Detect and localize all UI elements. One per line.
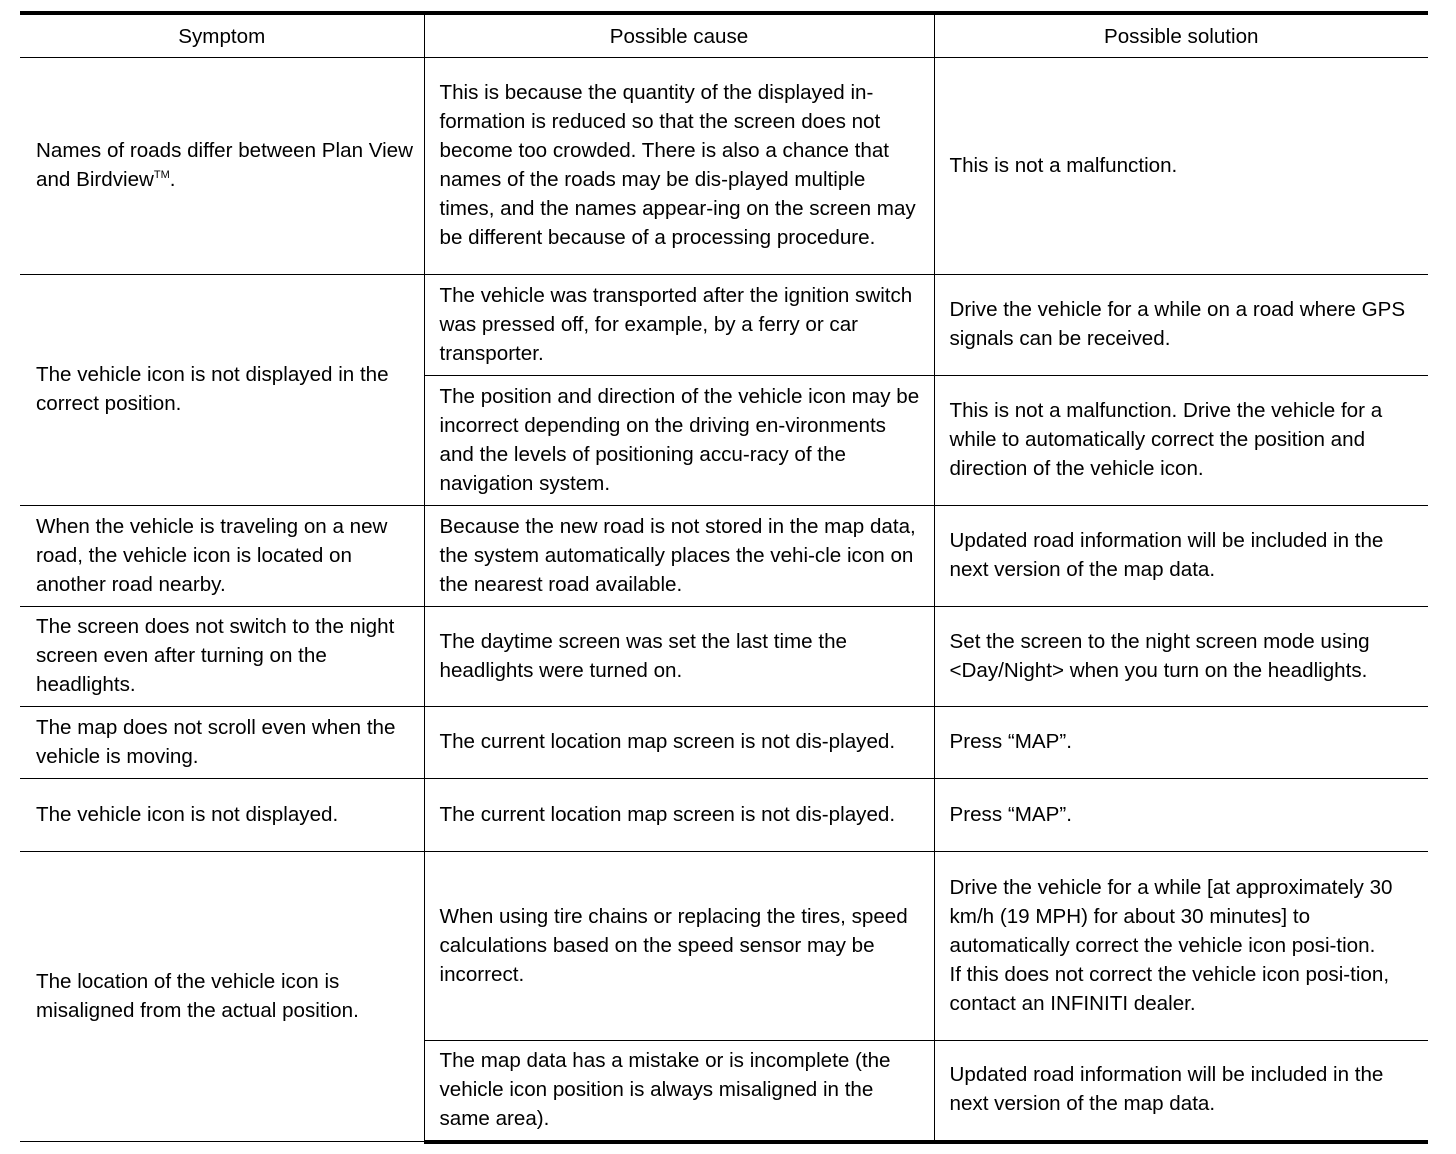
solution-cell: Drive the vehicle for a while on a road where GPS signals can be received.	[934, 275, 1428, 376]
solution-cell: Press “MAP”.	[934, 707, 1428, 779]
solution-cell: Set the screen to the night screen mode using <Day/Night> when you turn on the headlights.	[934, 607, 1428, 707]
cause-cell: The daytime screen was set the last time the headlights were turned on.	[424, 607, 934, 707]
table-row	[20, 58, 1428, 275]
solution-cell: Updated road information will be included in the next version of the map data.	[934, 506, 1428, 607]
cause-cell: When using tire chains or replacing the tires, speed calculations based on the speed sensor may be incorrect.	[424, 852, 934, 1041]
symptom-cell	[20, 58, 424, 275]
solution-cell	[934, 852, 1428, 1041]
cause-cell: Because the new road is not stored in the map data, the system automatically places the vehi-cle icon on the nearest road available.	[424, 506, 934, 607]
solution-cell: Updated road information will be included in the next version of the map data.	[934, 1041, 1428, 1142]
header-row	[20, 13, 1428, 58]
solution-cell: This is not a malfunction.	[934, 58, 1428, 275]
symptom-cell: The location of the vehicle icon is misaligned from the actual position.	[20, 852, 424, 1142]
troubleshooting-table	[20, 11, 1428, 1144]
header-possible-cause: Possible cause	[424, 13, 934, 58]
solution-text: Drive the vehicle for a while [at approximately 30 km/h (19 MPH) for about 30 minutes] to automatically correct the vehicle icon posi-tion.	[949, 875, 1393, 957]
cause-cell: The map data has a mistake or is incomplete (the vehicle icon position is always misaligned in the same area).	[424, 1041, 934, 1142]
symptom-cell: The screen does not switch to the night screen even after turning on the headlights.	[20, 607, 424, 707]
symptom-text: Names of roads differ between Plan View and Birdview	[36, 139, 414, 191]
cause-cell: The position and direction of the vehicle icon may be incorrect depending on the driving en-vironments and the levels of positioning accu-racy of the navigation system.	[424, 376, 934, 506]
table-row	[20, 852, 1428, 1041]
solution-cell: Press “MAP”.	[934, 779, 1428, 852]
table-row	[20, 506, 1428, 607]
cause-cell: This is because the quantity of the displayed in-formation is reduced so that the screen does not become too crowded. There is also a chance that names of the roads may be dis-played multiple times, and the names appear-ing on the screen may be different because of a processing procedure.	[424, 58, 934, 275]
symptom-cell: The vehicle icon is not displayed in the correct position.	[20, 275, 424, 506]
table-row	[20, 707, 1428, 779]
troubleshooting-document	[20, 11, 1428, 1144]
symptom-cell: The vehicle icon is not displayed.	[20, 779, 424, 852]
symptom-cell: When the vehicle is traveling on a new road, the vehicle icon is located on another road nearby.	[20, 506, 424, 607]
table-header	[20, 13, 1428, 58]
header-possible-solution: Possible solution	[934, 13, 1428, 58]
cause-cell: The current location map screen is not dis-played.	[424, 707, 934, 779]
header-symptom: Symptom	[20, 13, 424, 58]
trademark-mark: TM	[153, 169, 170, 182]
solution-cell: This is not a malfunction. Drive the vehicle for a while to automatically correct the position and direction of the vehicle icon.	[934, 376, 1428, 506]
solution-text-extra: If this does not correct the vehicle icon posi-tion, contact an INFINITI dealer.	[949, 962, 1390, 1015]
cause-cell: The current location map screen is not dis-played.	[424, 779, 934, 852]
symptom-text-end: .	[169, 168, 176, 191]
cause-cell: The vehicle was transported after the ignition switch was pressed off, for example, by a ferry or car transporter.	[424, 275, 934, 376]
symptom-cell: The map does not scroll even when the vehicle is moving.	[20, 707, 424, 779]
table-row	[20, 275, 1428, 376]
table-row	[20, 607, 1428, 707]
table-row	[20, 779, 1428, 852]
table-body	[20, 58, 1428, 1142]
